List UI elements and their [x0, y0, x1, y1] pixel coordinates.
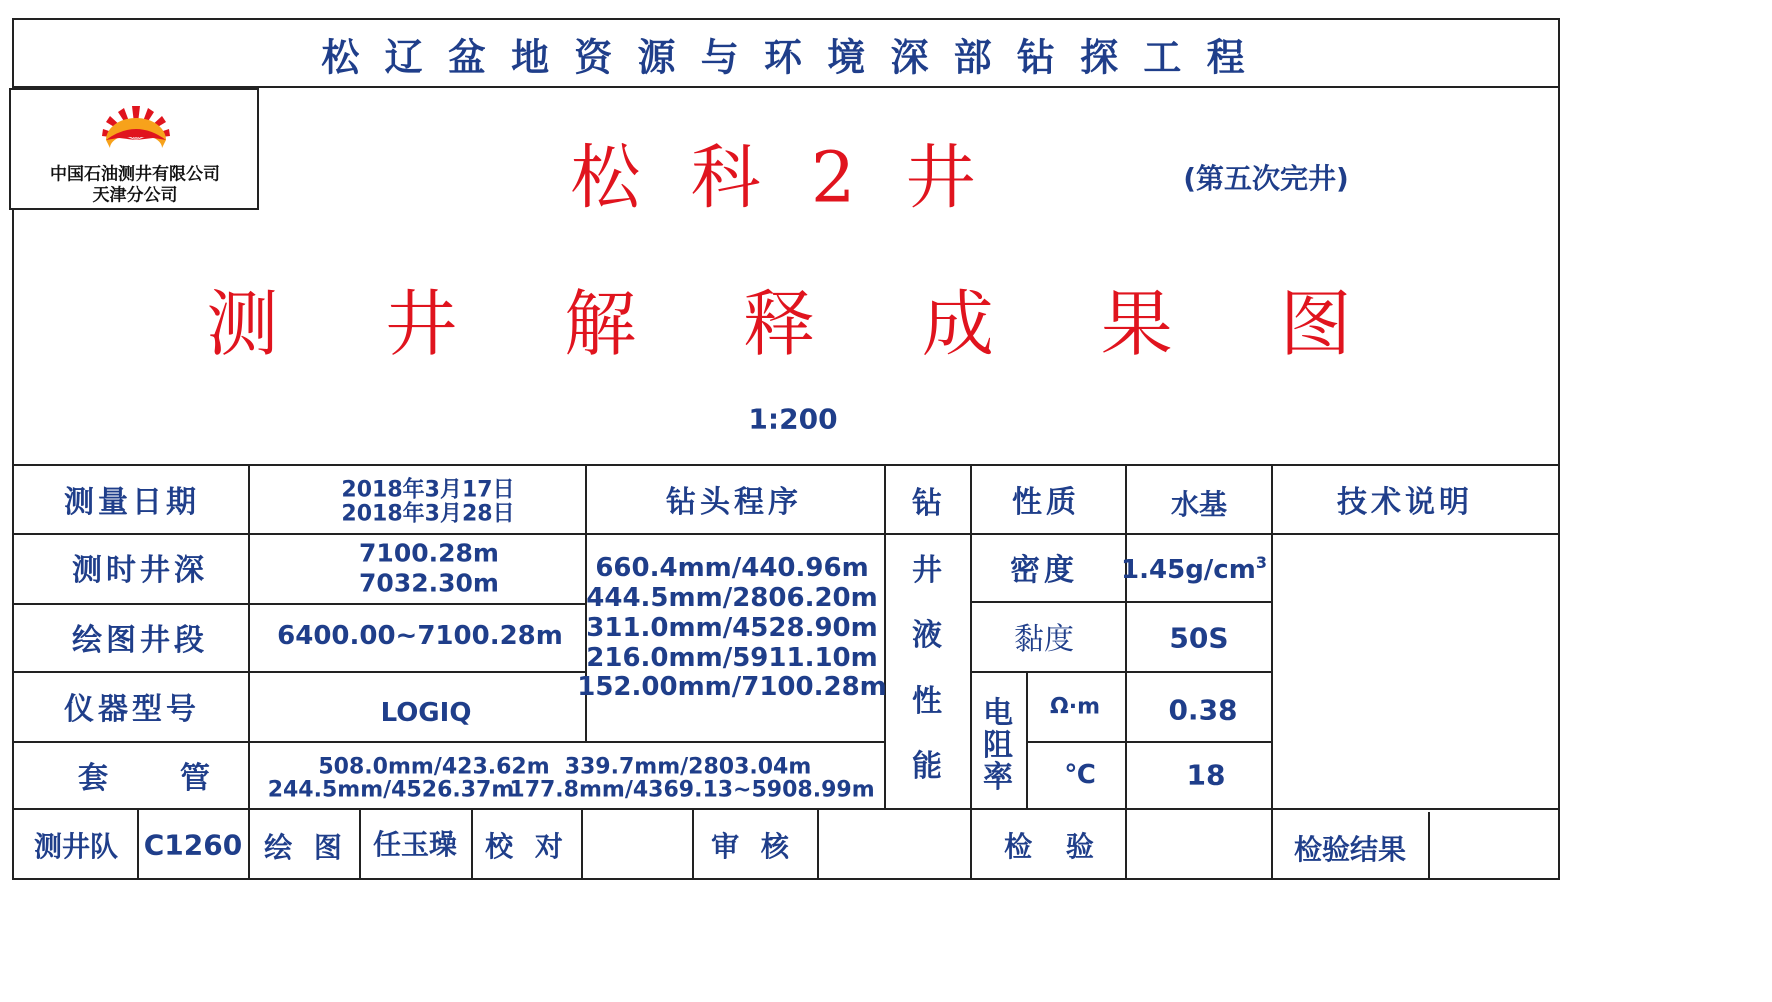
draw-label: 绘 图	[264, 831, 348, 864]
col-line-5	[1026, 673, 1028, 808]
table-line-5b	[1026, 741, 1271, 743]
col-line-3	[884, 466, 886, 808]
table-top-line	[12, 464, 1560, 466]
property-label: 性质	[1012, 485, 1080, 520]
casing-2a: 244.5mm/4526.37m	[267, 777, 515, 803]
casing-1b: 339.7mm/2803.04m	[564, 754, 812, 780]
table-line-2	[12, 533, 1560, 535]
resistivity-char-1: 电	[983, 696, 1013, 731]
bit-program-1: 660.4mm/440.96m	[595, 553, 869, 583]
petrochina-logo-icon	[96, 94, 176, 158]
footer-line-5	[692, 810, 694, 880]
measure-date-1: 2018年3月17日	[341, 477, 515, 503]
footer-line-7	[1428, 812, 1430, 878]
casing-2b: 177.8mm/4369.13~5908.99m	[509, 777, 875, 803]
depth-2: 7032.30m	[359, 568, 499, 598]
col-line-1	[248, 466, 250, 880]
interval-label: 绘图井段	[72, 623, 208, 658]
project-title: 松 辽 盆 地 资 源 与 环 境 深 部 钻 探 工 程	[321, 35, 1251, 80]
casing-1a: 508.0mm/423.62m	[318, 754, 550, 780]
col-line-4	[970, 466, 972, 880]
footer-line-4	[581, 810, 583, 880]
measure-date-2: 2018年3月28日	[341, 501, 515, 527]
fluid-label-char-1: 钻	[912, 486, 942, 521]
density-label: 密度	[1010, 553, 1078, 588]
footer-line-1	[137, 810, 139, 880]
bit-program-2: 444.5mm/2806.20m	[586, 583, 878, 613]
table-line-3a	[12, 603, 585, 605]
fluid-label-char-3: 液	[912, 618, 942, 653]
interval-value: 6400.00~7100.28m	[277, 621, 563, 651]
inspect-label: 检 验	[1004, 830, 1106, 863]
temperature-unit-label: ℃	[1064, 760, 1096, 790]
table-line-5a	[12, 741, 885, 743]
bit-program-label: 钻头程序	[666, 485, 802, 520]
depth-1: 7100.28m	[359, 538, 499, 568]
instrument-label: 仪器型号	[64, 692, 200, 727]
company-logo-box	[9, 88, 259, 210]
measure-date-label: 测量日期	[64, 485, 200, 520]
density-superscript: 3	[1255, 553, 1267, 573]
instrument-value: LOGIQ	[380, 698, 472, 728]
fluid-label-char-5: 能	[912, 749, 942, 784]
check-label: 校 对	[485, 830, 569, 863]
ohm-value: 0.38	[1168, 693, 1238, 727]
resistivity-char-3: 率	[983, 760, 1013, 795]
review-label: 审 核	[711, 830, 795, 863]
table-line-4b	[971, 671, 1271, 673]
property-value: 水基	[1170, 488, 1228, 521]
table-line-3b	[971, 601, 1271, 603]
viscosity-value: 50S	[1169, 621, 1229, 655]
well-name: 松 科 2 井	[570, 136, 990, 219]
bit-program-5: 152.00mm/7100.28m	[577, 672, 887, 702]
team-value: C1260	[143, 828, 243, 862]
footer-line-6	[817, 810, 819, 880]
table-line-4a	[12, 671, 585, 673]
bit-program-4: 216.0mm/5911.10m	[586, 643, 878, 673]
resistivity-char-2: 阻	[983, 728, 1013, 763]
fluid-label-char-4: 性	[912, 684, 942, 719]
ohm-unit-label: Ω·m	[1050, 694, 1100, 720]
density-number: 1.45g/cm	[1121, 554, 1256, 585]
table-bottom-line	[12, 808, 1560, 810]
footer-line-3	[471, 810, 473, 880]
density-value	[1121, 553, 1267, 585]
casing-label: 套 管	[78, 761, 214, 796]
company-name-line2: 天津分公司	[92, 185, 178, 206]
scale-label: 1:200	[748, 402, 838, 436]
temperature-value: 18	[1186, 758, 1226, 792]
completion-note: (第五次完井)	[1183, 162, 1349, 195]
fluid-label-char-2: 井	[912, 553, 942, 588]
viscosity-label: 黏度	[1014, 622, 1074, 657]
company-name-line1: 中国石油测井有限公司	[50, 164, 220, 185]
bit-program-3: 311.0mm/4528.90m	[586, 613, 878, 643]
col-line-7	[1271, 466, 1273, 880]
inspect-result-label: 检验结果	[1293, 833, 1407, 866]
footer-line-2	[359, 810, 361, 880]
chart-title: 测 井 解 释 成 果 图	[206, 282, 1394, 366]
team-label: 测井队	[33, 830, 119, 863]
col-line-6	[1125, 466, 1127, 880]
tech-note-label: 技术说明	[1337, 485, 1473, 520]
draw-value: 任玉璪	[372, 828, 458, 861]
depth-label: 测时井深	[72, 553, 208, 588]
